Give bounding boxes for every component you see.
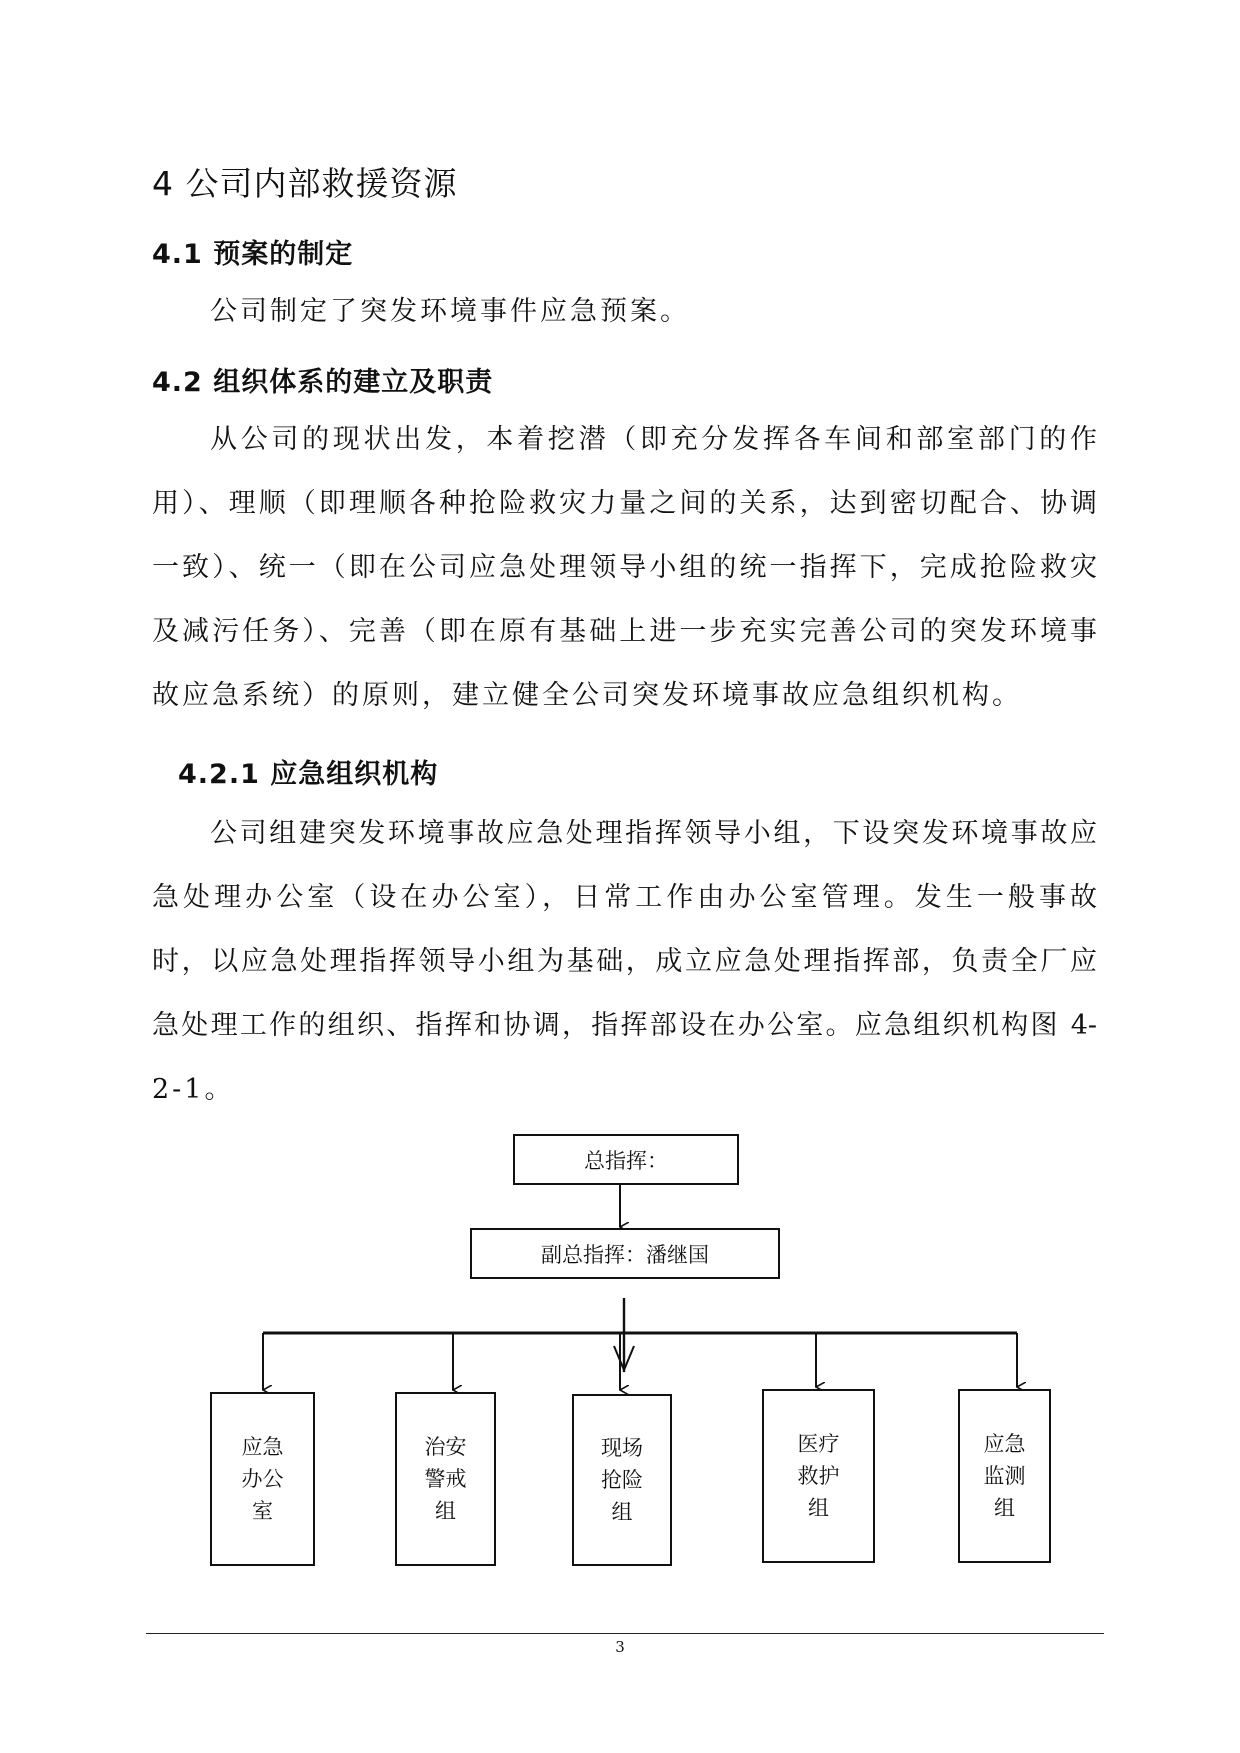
org-box-medical-group: [762, 1389, 875, 1563]
org-box-commander-label: 总指挥：: [584, 1148, 668, 1173]
org-box-monitoring-group: [958, 1389, 1051, 1563]
paragraph-line: 及减污任务）、完善（即在原有基础上进一步充实完善公司的突发环境事: [152, 616, 1097, 647]
org-box-deputy-label: 副总指挥：潘继国: [541, 1242, 709, 1267]
section-heading-4-2-1: 4.2.1 应急组织机构: [178, 759, 439, 790]
org-box-commander: [513, 1134, 739, 1185]
paragraph-line: 用）、理顺（即理顺各种抢险救灾力量之间的关系，达到密切配合、协调: [152, 488, 1097, 519]
org-box-text: 监测: [983, 1464, 1026, 1488]
org-box-text: 办公: [241, 1467, 284, 1491]
org-box-text: 组: [611, 1500, 633, 1524]
paragraph-line: 故应急系统）的原则，建立健全公司突发环境事故应急组织机构。: [152, 680, 1022, 711]
org-box-text: 组: [808, 1496, 829, 1520]
org-box-rescue-group: [572, 1394, 672, 1566]
org-box-text: 室: [252, 1499, 273, 1523]
org-box-text: 救护: [797, 1464, 840, 1488]
footer-rule: [146, 1633, 1104, 1634]
paragraph-line: 一致）、统一（即在公司应急处理领导小组的统一指挥下，完成抢险救灾: [152, 552, 1097, 583]
paragraph-line: 2-1。: [152, 1074, 235, 1105]
paragraph-line: 急处理工作的组织、指挥和协调，指挥部设在办公室。应急组织机构图 4-: [152, 1010, 1097, 1041]
section-heading-4: 4 公司内部救援资源: [152, 164, 458, 203]
org-box-text: 组: [435, 1499, 456, 1523]
org-box-text: 现场: [601, 1436, 643, 1460]
paragraph-line: 公司组建突发环境事故应急处理指挥领导小组，下设突发环境事故应: [210, 818, 1097, 849]
org-box-text: 医疗: [797, 1432, 840, 1456]
page-number: 3: [615, 1638, 625, 1656]
org-box-text: 治安: [424, 1435, 467, 1459]
paragraph-line: 急处理办公室（设在办公室），日常工作由办公室管理。发生一般事故: [152, 882, 1097, 913]
org-box-deputy-commander: [470, 1228, 780, 1279]
org-box-emergency-office: [210, 1392, 315, 1566]
org-box-security-group: [395, 1392, 496, 1566]
org-box-text: 应急: [983, 1432, 1026, 1456]
section-heading-4-2: 4.2 组织体系的建立及职责: [152, 367, 494, 398]
org-box-text: 抢险: [601, 1468, 643, 1492]
org-box-text: 应急: [241, 1435, 284, 1459]
org-box-text: 组: [994, 1496, 1015, 1520]
paragraph-line: 时，以应急处理指挥领导小组为基础，成立应急处理指挥部，负责全厂应: [152, 946, 1097, 977]
org-box-text: 警戒: [424, 1467, 467, 1491]
paragraph-4-1: 公司制定了突发环境事件应急预案。: [210, 296, 690, 327]
paragraph-line: 从公司的现状出发，本着挖潜（即充分发挥各车间和部室部门的作: [210, 424, 1097, 455]
section-heading-4-1: 4.1 预案的制定: [152, 239, 354, 270]
